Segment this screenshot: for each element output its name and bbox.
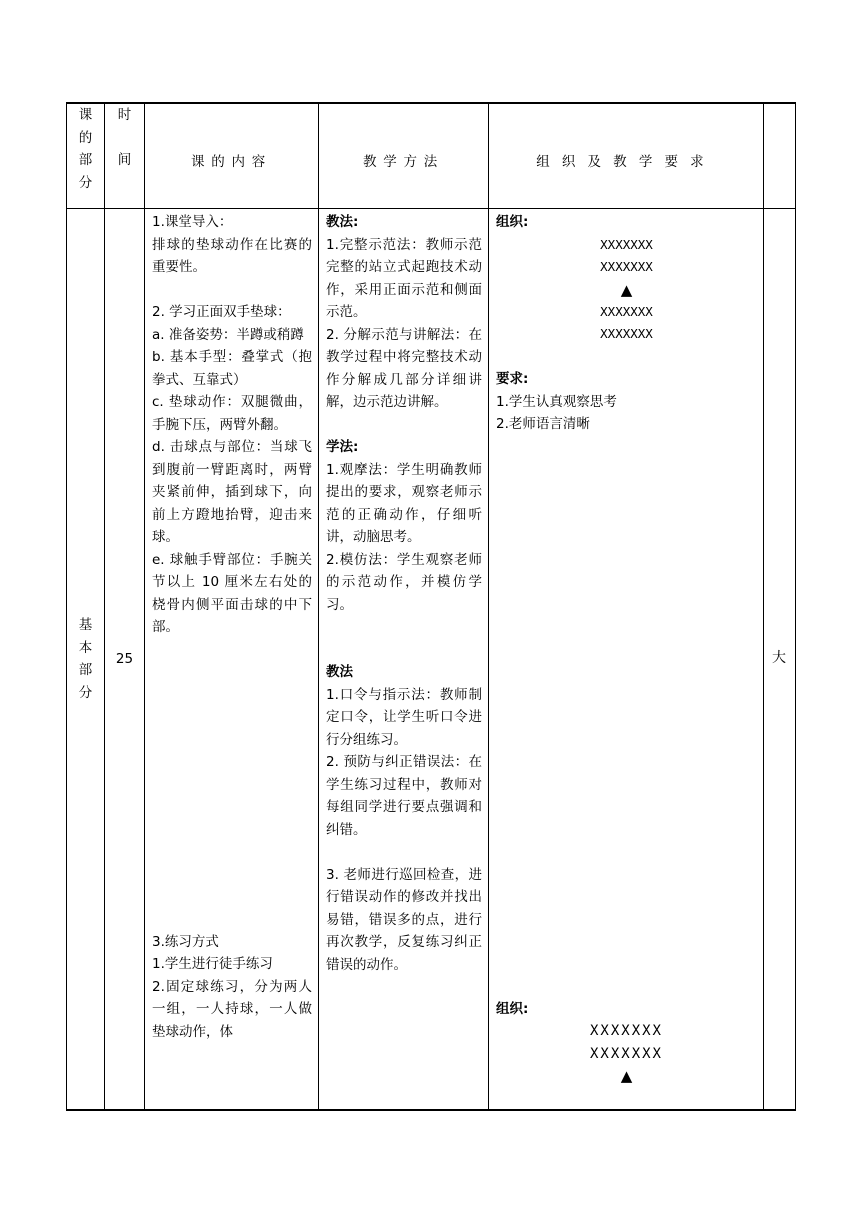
header-time bbox=[105, 103, 145, 209]
content-line: 1.课堂导入： bbox=[152, 214, 233, 230]
teacher-triangle-icon: ▲ bbox=[620, 1067, 633, 1085]
method-line: 1.口令与指示法：教师制定口令，让学生听口令进行分组练习。 bbox=[326, 686, 482, 748]
section-char: 本 bbox=[78, 639, 93, 656]
header-row bbox=[67, 103, 796, 209]
time-cell: 25 bbox=[105, 209, 145, 1111]
content-line: c. 垫球动作：双腿微曲，手腕下压，两臂外翻。 bbox=[152, 394, 312, 433]
section-char: 分 bbox=[78, 684, 93, 701]
content-line: d. 击球点与部位：当球飞到腹前一臂距离时，两臂夹紧前伸，插到球下，向前上方蹬地抬臂，迎击来球。 bbox=[152, 439, 312, 545]
content-line: 2.固定球练习，分为两人一组，一人持球，一人做垫球动作，体 bbox=[152, 978, 312, 1040]
formation-line: XXXXXXX bbox=[600, 236, 653, 252]
formation-line: XXXXXXX bbox=[600, 326, 653, 341]
extra-text: 大 bbox=[772, 650, 786, 666]
section-char: 部 bbox=[78, 662, 93, 678]
formation-line: XXXXXXX bbox=[600, 303, 653, 319]
method-title: 教法: bbox=[326, 214, 359, 230]
basic-part-row bbox=[67, 209, 796, 1111]
content-line: 2. 学习正面双手垫球： bbox=[152, 304, 291, 320]
org-title: 组织: bbox=[496, 1000, 529, 1017]
requirement-line: 2.老师语言清晰 bbox=[496, 416, 590, 432]
requirement-line: 1.学生认真观察思考 bbox=[496, 393, 617, 410]
lesson-plan-table bbox=[66, 102, 796, 1111]
formation-line: XXXXXXX bbox=[589, 1023, 663, 1039]
content-line: 3.练习方式 bbox=[152, 933, 219, 950]
section-char: 基 bbox=[78, 617, 93, 633]
method-line: 2. 预防与纠正错误法：在学生练习过程中，教师对每组同学进行要点强调和纠错。 bbox=[326, 754, 482, 838]
formation-line: XXXXXXX bbox=[600, 259, 653, 274]
header-method: 教学方法 bbox=[319, 103, 489, 209]
method-title: 学法: bbox=[326, 439, 359, 455]
requirements-title: 要求: bbox=[496, 371, 529, 387]
header-content: 课的内容 bbox=[145, 103, 319, 209]
header-time-bottom: 间 bbox=[117, 151, 132, 168]
content-cell bbox=[145, 209, 319, 1111]
org-title: 组织: bbox=[496, 214, 529, 230]
method-cell bbox=[319, 209, 489, 1111]
content-line: 1.学生进行徒手练习 bbox=[152, 956, 273, 972]
method-line: 1.完整示范法：教师示范完整的站立式起跑技术动作，采用正面示范和侧面示范。 bbox=[326, 236, 482, 320]
method-line: 2.模仿法：学生观察老师的示范动作，并模仿学习。 bbox=[326, 551, 482, 613]
header-organization: 组织及教学要求 bbox=[489, 103, 764, 209]
header-time-top: 时 bbox=[117, 107, 132, 123]
header-section-char: 的 bbox=[78, 129, 93, 146]
content-line: b. 基本手型：叠掌式（抱拳式、互靠式） bbox=[152, 349, 312, 388]
content-line: e. 球触手臂部位：手腕关节以上 10 厘米左右处的桡骨内侧平面击球的中下部。 bbox=[152, 551, 312, 635]
header-extra bbox=[764, 103, 796, 209]
method-line: 3. 老师进行巡回检查，进行错误动作的修改并找出易错，错误多的点，进行再次教学，反复练习纠正错误的动作。 bbox=[326, 866, 482, 973]
header-section-char: 课 bbox=[78, 107, 93, 123]
method-title: 教法 bbox=[326, 664, 353, 680]
section-cell bbox=[67, 209, 105, 1111]
extra-cell bbox=[764, 209, 796, 1111]
formation-line: XXXXXXX bbox=[589, 1045, 663, 1062]
content-line: 排球的垫球动作在比赛的重要性。 bbox=[152, 236, 312, 275]
organization-cell bbox=[489, 209, 764, 1111]
header-section-char: 部 bbox=[78, 152, 93, 168]
content-line: a. 准备姿势：半蹲或稍蹲 bbox=[152, 326, 304, 343]
header-section-char: 分 bbox=[78, 174, 93, 191]
method-line: 2. 分解示范与讲解法：在教学过程中将完整技术动作分解成几部分详细讲解，边示范边讲解。 bbox=[326, 326, 482, 410]
teacher-triangle-icon: ▲ bbox=[620, 280, 633, 299]
header-section bbox=[67, 103, 105, 209]
method-line: 1.观摩法：学生明确教师提出的要求，观察老师示范的正确动作，仔细听讲，动脑思考。 bbox=[326, 461, 482, 545]
